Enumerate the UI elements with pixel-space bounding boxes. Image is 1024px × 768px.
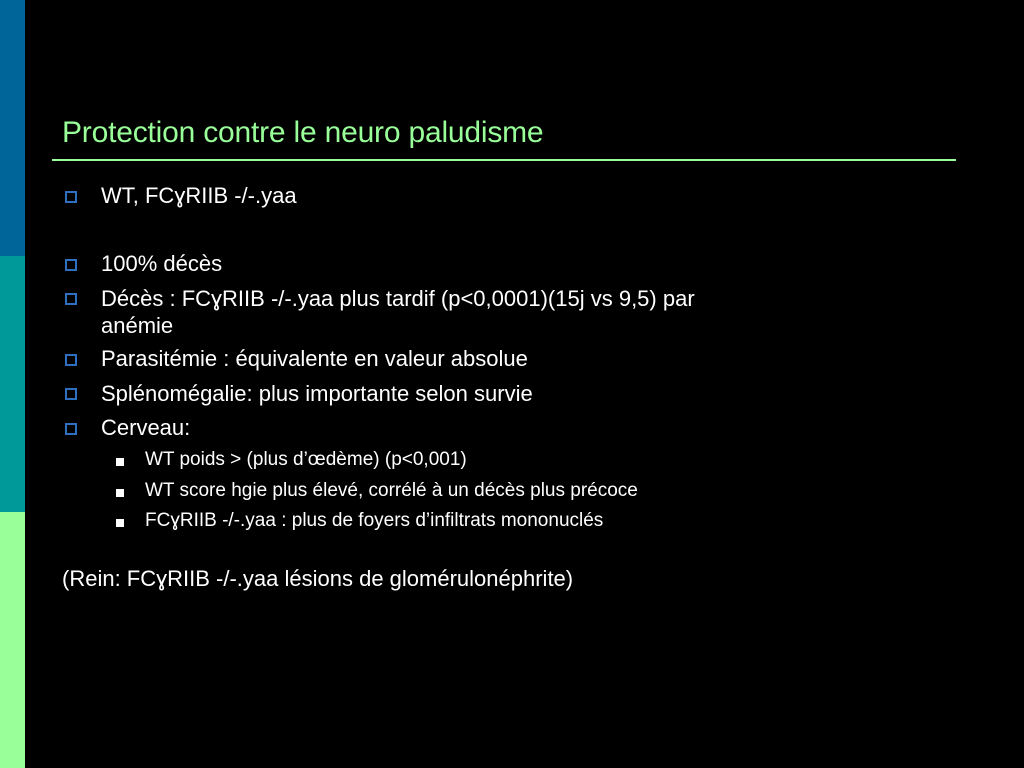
sub-bullet-square-icon [116, 458, 124, 466]
sub-bullet-text: WT score hgie plus élevé, corrélé à un décès plus précoce [145, 480, 638, 501]
side-band-middle [0, 256, 25, 512]
bullet-square-icon [65, 293, 77, 305]
bullet-text: Décès : FCɣRIIB -/-.yaa plus tardif (p<0,0001)(15j vs 9,5) par [101, 286, 695, 311]
bullet-text: Cerveau: [101, 415, 191, 440]
bullet-text-continuation: anémie [101, 313, 174, 338]
sub-bullet-square-icon [116, 519, 124, 527]
bullet-text: Splénomégalie: plus importante selon survie [101, 381, 533, 406]
sub-bullet-text: FCɣRIIB -/-.yaa : plus de foyers d’infiltrats mononuclés [145, 510, 604, 531]
title-underline [52, 159, 956, 161]
slide-title: Protection contre le neuro paludisme [62, 116, 544, 149]
bullet-square-icon [65, 259, 77, 271]
bullet-text: 100% décès [101, 251, 223, 276]
footer-note: (Rein: FCɣRIIB -/-.yaa lésions de glomérulonéphrite) [62, 566, 574, 591]
side-band-bottom [0, 512, 25, 768]
bullet-text: WT, FCɣRIIB -/-.yaa [101, 183, 297, 208]
bullet-square-icon [65, 388, 77, 400]
bullet-square-icon [65, 191, 77, 203]
sub-bullet-text: WT poids > (plus d’œdème) (p<0,001) [145, 449, 467, 470]
bullet-square-icon [65, 423, 77, 435]
bullet-square-icon [65, 354, 77, 366]
side-band-top [0, 0, 25, 256]
sub-bullet-square-icon [116, 489, 124, 497]
bullet-text: Parasitémie : équivalente en valeur absolue [101, 346, 528, 371]
